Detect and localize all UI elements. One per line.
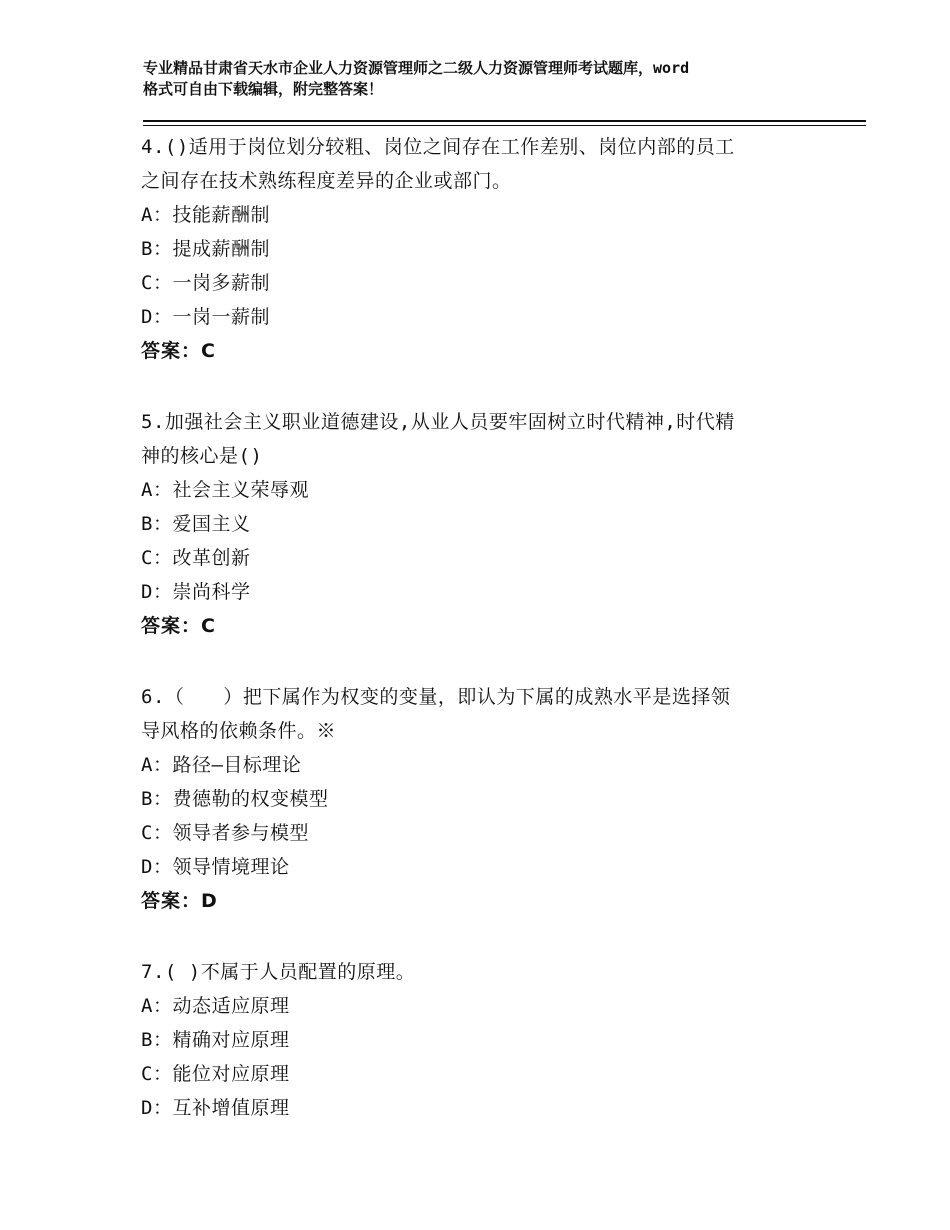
option-b: B：爱国主义 bbox=[141, 513, 251, 535]
answer-line: 答案：C bbox=[141, 340, 216, 362]
option-a: A：技能薪酬制 bbox=[141, 204, 270, 226]
header-line-1: 专业精品甘肃省天水市企业人力资源管理师之二级人力资源管理师考试题库，word bbox=[143, 59, 690, 77]
question-stem-line: 7.( )不属于人员配置的原理。 bbox=[141, 961, 416, 983]
option-a: A：动态适应原理 bbox=[141, 995, 290, 1017]
document-header bbox=[143, 58, 863, 100]
header-rule-thick bbox=[143, 120, 866, 122]
option-d: D：领导情境理论 bbox=[141, 856, 290, 878]
answer-line: 答案：C bbox=[141, 615, 216, 637]
question-stem-line: 6.（ ）把下属作为权变的变量，即认为下属的成熟水平是选择领 bbox=[141, 686, 731, 708]
option-c: C：改革创新 bbox=[141, 547, 251, 569]
option-a: A：社会主义荣辱观 bbox=[141, 479, 309, 501]
option-d: D：一岗一薪制 bbox=[141, 306, 270, 328]
question-5 bbox=[141, 405, 821, 643]
option-c: C：一岗多薪制 bbox=[141, 272, 270, 294]
option-c: C：能位对应原理 bbox=[141, 1063, 290, 1085]
option-c: C：领导者参与模型 bbox=[141, 822, 309, 844]
option-a: A：路径—目标理论 bbox=[141, 754, 302, 776]
header-rule-thin bbox=[143, 125, 866, 126]
question-stem-line: 5.加强社会主义职业道德建设,从业人员要牢固树立时代精神,时代精 bbox=[141, 411, 735, 433]
question-6 bbox=[141, 680, 821, 918]
question-7 bbox=[141, 955, 821, 1125]
question-4 bbox=[141, 130, 821, 368]
question-stem-line: 4.()适用于岗位划分较粗、岗位之间存在工作差别、岗位内部的员工 bbox=[141, 136, 735, 158]
question-stem-line: 神的核心是() bbox=[141, 445, 263, 467]
option-d: D：崇尚科学 bbox=[141, 581, 251, 603]
question-list bbox=[141, 130, 821, 1162]
header-line-2: 格式可自由下载编辑，附完整答案！ bbox=[143, 80, 384, 98]
option-b: B：费德勒的权变模型 bbox=[141, 788, 329, 810]
question-stem-line: 导风格的依赖条件。※ bbox=[141, 720, 337, 742]
option-b: B：精确对应原理 bbox=[141, 1029, 290, 1051]
option-b: B：提成薪酬制 bbox=[141, 238, 270, 260]
answer-line: 答案：D bbox=[141, 890, 218, 912]
question-stem-line: 之间存在技术熟练程度差异的企业或部门。 bbox=[141, 170, 512, 192]
option-d: D：互补增值原理 bbox=[141, 1097, 290, 1119]
